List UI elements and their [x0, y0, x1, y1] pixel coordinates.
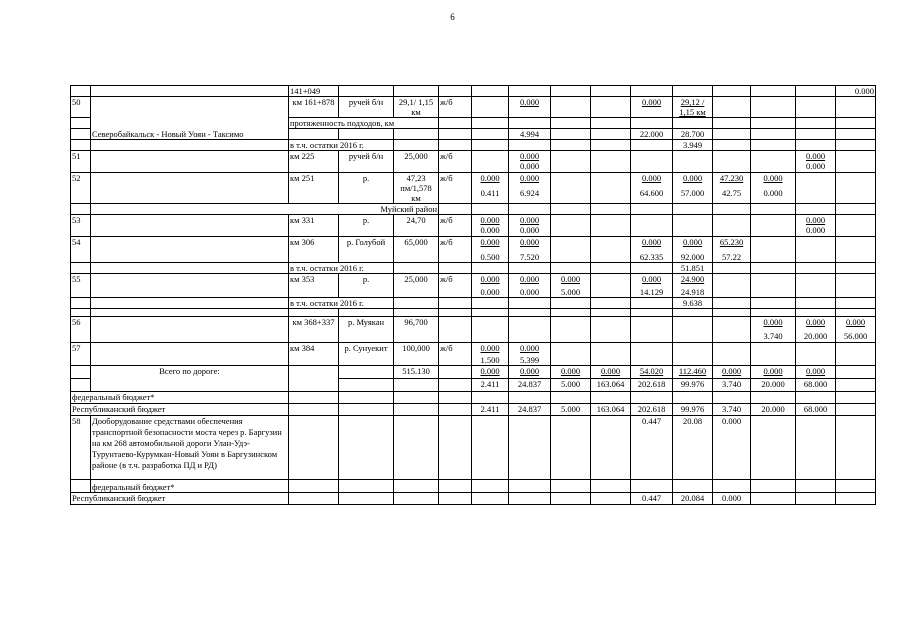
table-row: Республиканский бюджет 2.411 24.837 5.000 163.064 202.618 99.976 3.740 20.000 68.000 [71, 404, 876, 416]
table-row [71, 309, 876, 317]
district-heading: Муйский район [91, 204, 439, 215]
table-row: 58 Дооборудование средствами обеспечения транспортной безопасности моста через р. Баргузин на км 268 автомобильной дороги Улан-Удэ-Турунтаево-Курумкан-Новый Уоян в Баргузинском районе (в т.ч. разработка ПД и РД) 0.447 20.08 0.000 [71, 416, 876, 480]
table-row: 55 км 353 р. 25,000 ж/б 0.000 0.000 0.000 0.000 0.000 5.000 0.000 14.129 24.900 24.918 [71, 274, 876, 298]
row-number: 50 [71, 97, 91, 118]
table-row: протяженность подходов, км [71, 118, 876, 129]
road-name: Северобайкальск - Новый Уоян - Таксимо [91, 97, 289, 140]
table-row: в т.ч. остатки 2016 г. 9.638 [71, 298, 876, 309]
table-row: в т.ч. остатки 2016 г. 51.851 [71, 263, 876, 274]
table-row: в т.ч. остатки 2016 г. 3.949 [71, 140, 876, 151]
table-row: федеральный бюджет* [71, 392, 876, 404]
table-row: 53 км 331 р. 24,70 ж/б 0.000 0.000 0.000 0.000 0.000 0.000 [71, 215, 876, 237]
table-row: Республиканский бюджет 0.447 20.084 0.000 [71, 493, 876, 505]
road-works-table [70, 85, 876, 505]
table-row: 54 км 306 р. Голубой 65,000 ж/б 0.000 0.500 0.000 7.520 0.000 62.335 0.000 92.000 65.230 57.22 [71, 237, 876, 263]
total-row: 2.411 24.837 5.000 163.064 202.618 99.976 3.740 20.000 68.000 [71, 379, 876, 392]
table-row: 56 км 368+337 р. Муякан 96,700 0.000 3.740 0.000 20.000 0.000 56.000 [71, 317, 876, 343]
km-cell: 141+049 [289, 86, 339, 97]
table-row: 57 км 384 р. Сунуекит 100,000 ж/б 0.000 1.500 0.000 5.399 [71, 343, 876, 366]
table-row: 4.994 22.000 28.700 [71, 129, 876, 140]
table-row: 51 км 225 ручей б/н 25,000 ж/б 0.000 0.000 0.000 0.000 [71, 151, 876, 173]
table-row: 141+049 0.000 [71, 86, 876, 97]
table-row [71, 204, 876, 215]
table-row: 50 Северобайкальск - Новый Уоян - Таксимо км 161+878 ручей б/н 29,1/ 1,15 км ж/б 0.000 0.000 29,12 / 1,15 км [71, 97, 876, 118]
table-row: 52 км 251 р. 47,23 пм/1,578 км ж/б 0.000 0.411 0.000 6.924 0.000 64.600 0.000 57.000 47.230 42.75 0.000 0.000 [71, 173, 876, 204]
total-row: Всего по дороге: 515.130 0.000 0.000 0.000 0.000 54.020 112.460 0.000 0.000 0.000 [71, 366, 876, 379]
page-number: 6 [450, 12, 455, 22]
table-row: федеральный бюджет* [71, 480, 876, 493]
